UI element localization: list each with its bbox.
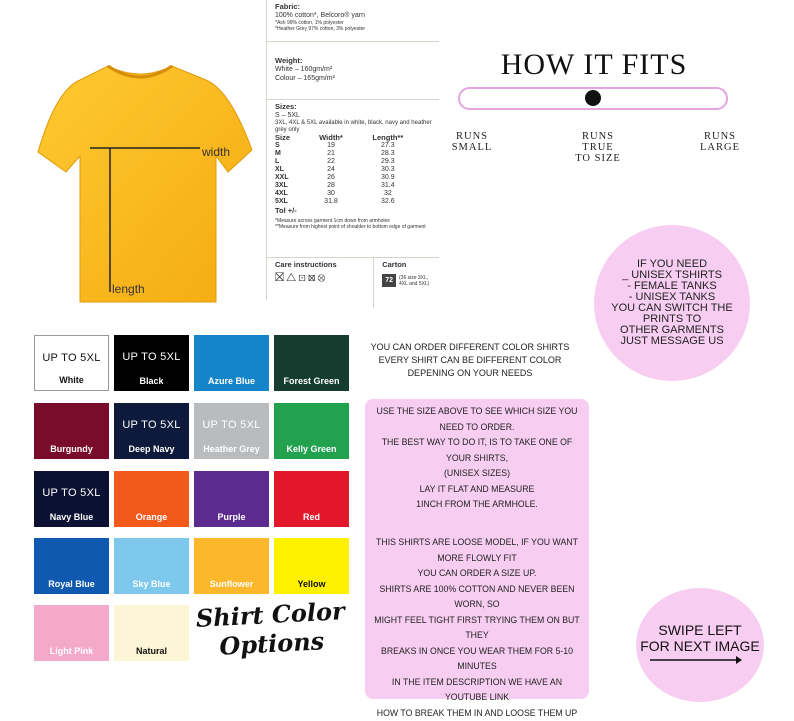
color-swatch-yellow	[274, 538, 349, 594]
color-swatch-heather-grey	[194, 403, 269, 459]
size-cell: XL	[275, 166, 306, 174]
length-cell: 31.4	[356, 182, 420, 190]
sizes-range: S – 5XL	[275, 111, 433, 120]
instruction-line: SHIRTS ARE 100% COTTON AND NEVER BEEN WORN, SO	[374, 582, 580, 613]
circle-line: OTHER GARMENTS	[620, 325, 724, 336]
swipe-left-circle[interactable]	[636, 588, 764, 702]
instruction-line: LAY IT FLAT AND MEASURE	[374, 482, 580, 498]
color-name: Azure Blue	[194, 376, 269, 386]
width-label: width	[202, 145, 230, 159]
width-cell: 19	[306, 142, 355, 150]
length-cell: 32	[356, 190, 420, 198]
size-range-label: UP TO 5XL	[34, 487, 109, 499]
weight-heading: Weight:	[275, 56, 433, 65]
length-cell: 29.3	[356, 158, 420, 166]
size-range-label: UP TO 5XL	[114, 351, 189, 363]
color-name: Purple	[194, 512, 269, 522]
arrow-right-icon	[650, 655, 742, 665]
instruction-line: 1INCH FROM THE ARMHOLE.	[374, 497, 580, 513]
length-header: Length**	[356, 134, 420, 142]
order-info-text	[355, 341, 585, 380]
instruction-line: THE BEST WAY TO DO IT, IS TO TAKE ONE OF YOUR SHIRTS,	[374, 435, 580, 466]
weight-colour: Colour – 165gm/m²	[275, 74, 433, 83]
size-cell: L	[275, 158, 306, 166]
color-name: Navy Blue	[34, 512, 109, 522]
shirt-color-options-title: Shirt Color Options	[195, 596, 348, 662]
circle-line: YOU CAN SWITCH THE	[611, 303, 732, 314]
size-table-row	[275, 182, 420, 190]
color-swatch-navy-blue	[34, 471, 109, 527]
color-swatch-sky-blue	[114, 538, 189, 594]
instruction-line: IN THE ITEM DESCRIPTION WE HAVE AN YOUTUBE LINK	[374, 675, 580, 706]
instruction-line: HOW TO BREAK THEM IN AND LOOSE THEM UP	[374, 706, 580, 721]
color-name: Natural	[114, 646, 189, 656]
width-cell: 28	[306, 182, 355, 190]
fit-indicator-dot	[585, 90, 601, 106]
fabric-section	[267, 0, 439, 42]
care-carton-section	[267, 258, 439, 308]
color-name: Sky Blue	[114, 579, 189, 589]
size-cell: M	[275, 150, 306, 158]
circle-line: PRINTS TO	[643, 314, 701, 325]
carton-info	[374, 258, 439, 308]
color-name: Red	[274, 512, 349, 522]
tshirt-illustration	[30, 60, 265, 305]
size-table-row	[275, 142, 420, 150]
color-name: Forest Green	[274, 376, 349, 386]
color-swatch-black	[114, 335, 189, 391]
width-cell: 31.8	[306, 198, 355, 206]
tshirt-icon	[30, 60, 265, 305]
width-cell: 21	[306, 150, 355, 158]
how-it-fits-title: HOW IT FITS	[455, 48, 733, 82]
color-name: Yellow	[274, 579, 349, 589]
color-name: Deep Navy	[114, 444, 189, 454]
color-name: Heather Grey	[194, 444, 269, 454]
sizes-heading: Sizes:	[275, 102, 433, 111]
color-swatch-red	[274, 471, 349, 527]
circle-line: - UNISEX TANKS	[629, 292, 715, 303]
width-cell: 22	[306, 158, 355, 166]
length-cell: 30.3	[356, 166, 420, 174]
fabric-note-2: *Heather Grey 97% cotton, 3% polyester	[275, 26, 433, 32]
size-table-row	[275, 174, 420, 182]
length-cell: 27.3	[356, 142, 420, 150]
size-header: Size	[275, 134, 306, 142]
sizing-instructions-top	[374, 404, 580, 513]
length-label: length	[112, 282, 145, 296]
color-swatch-sunflower	[194, 538, 269, 594]
width-cell: 30	[306, 190, 355, 198]
measure-note-1: *Measure across garment 1cm down from armholes	[275, 218, 433, 224]
size-table-row	[275, 150, 420, 158]
sizing-instructions-bottom	[374, 535, 580, 721]
color-swatch-forest-green	[274, 335, 349, 391]
color-swatch-burgundy	[34, 403, 109, 459]
color-swatch-purple	[194, 471, 269, 527]
fabric-heading: Fabric:	[275, 2, 433, 11]
order-line: DEPENING ON YOUR NEEDS	[355, 367, 585, 380]
sizing-instructions-box	[365, 399, 589, 699]
size-cell: 5XL	[275, 198, 306, 206]
circle-line: - FEMALE TANKS	[627, 281, 716, 292]
size-table-header	[275, 134, 420, 142]
color-name: Orange	[114, 512, 189, 522]
width-cell: 24	[306, 166, 355, 174]
size-range-label: UP TO 5XL	[194, 419, 269, 431]
length-cell: 30.9	[356, 174, 420, 182]
carton-number: 72	[382, 274, 396, 287]
size-cell: S	[275, 142, 306, 150]
color-swatch-orange	[114, 471, 189, 527]
color-name: Sunflower	[194, 579, 269, 589]
color-swatch-kelly-green	[274, 403, 349, 459]
carton-heading: Carton	[382, 260, 433, 269]
color-name: Royal Blue	[34, 579, 109, 589]
color-swatch-royal-blue	[34, 538, 109, 594]
order-line: YOU CAN ORDER DIFFERENT COLOR SHIRTS	[355, 341, 585, 354]
sizes-note: 3XL, 4XL & 5XL available in white, black, navy and heather grey only	[275, 120, 433, 134]
fabric-line: 100% cotton*, Belcoro® yarn	[275, 11, 433, 20]
color-name: Kelly Green	[274, 444, 349, 454]
runs-true-label: RUNS TRUE TO SIZE	[565, 131, 631, 164]
size-table-row	[275, 166, 420, 174]
color-name: Light Pink	[34, 646, 109, 656]
color-swatch-white	[34, 335, 109, 391]
garment-options-circle	[594, 225, 750, 381]
care-instructions	[267, 258, 374, 308]
size-table-row	[275, 190, 420, 198]
size-range-label: UP TO 5XL	[35, 352, 108, 364]
width-header: Width*	[306, 134, 355, 142]
circle-line: _ UNISEX TSHIRTS	[622, 270, 722, 281]
care-heading: Care instructions	[275, 260, 367, 269]
circle-line: JUST MESSAGE US	[620, 336, 723, 347]
care-symbols-icon: ⛝△⊡⊠⊗	[275, 273, 367, 282]
size-table-row	[275, 158, 420, 166]
weight-white: White – 160gm/m²	[275, 65, 433, 74]
size-cell: 3XL	[275, 182, 306, 190]
color-swatch-deep-navy	[114, 403, 189, 459]
order-line: EVERY SHIRT CAN BE DIFFERENT COLOR	[355, 354, 585, 367]
measure-note-2: **Measure from highest point of shoulder to bottom edge of garment	[275, 224, 433, 230]
instruction-line: MIGHT FEEL TIGHT FIRST TRYING THEM ON BUT THEY	[374, 613, 580, 644]
instruction-line: BREAKS IN ONCE YOU WEAR THEM FOR 5-10 MINUTES	[374, 644, 580, 675]
instruction-line: USE THE SIZE ABOVE TO SEE WHICH SIZE YOU NEED TO ORDER.	[374, 404, 580, 435]
instruction-line: THIS SHIRTS ARE LOOSE MODEL, IF YOU WANT MORE FLOWLY FIT	[374, 535, 580, 566]
color-swatch-natural	[114, 605, 189, 661]
color-name: White	[35, 375, 108, 385]
circle-line: IF YOU NEED	[637, 259, 707, 270]
size-range-label: UP TO 5XL	[114, 419, 189, 431]
carton-note: (36 size 3XL, 4XL and 5XL)	[399, 275, 433, 287]
size-cell: 4XL	[275, 190, 306, 198]
swipe-line-2: FOR NEXT IMAGE	[640, 638, 760, 654]
instruction-line: YOU CAN ORDER A SIZE UP.	[374, 566, 580, 582]
size-table	[275, 134, 420, 206]
size-cell: XXL	[275, 174, 306, 182]
color-name: Burgundy	[34, 444, 109, 454]
length-cell: 28.3	[356, 150, 420, 158]
sizes-section	[267, 100, 439, 258]
instruction-line: (UNISEX SIZES)	[374, 466, 580, 482]
runs-small-label: RUNS SMALL	[440, 131, 504, 153]
color-name: Black	[114, 376, 189, 386]
swipe-line-1: SWIPE LEFT	[658, 622, 741, 638]
spec-sheet	[266, 0, 439, 300]
color-swatch-light-pink	[34, 605, 109, 661]
color-swatch-azure-blue	[194, 335, 269, 391]
width-cell: 26	[306, 174, 355, 182]
weight-section	[267, 42, 439, 100]
size-table-row	[275, 198, 420, 206]
fabric-note-1: *Ash 99% cotton, 1% polyester	[275, 20, 433, 26]
runs-large-label: RUNS LARGE	[690, 131, 750, 153]
length-cell: 32.6	[356, 198, 420, 206]
tolerance-label: Tol +/-	[275, 206, 433, 215]
